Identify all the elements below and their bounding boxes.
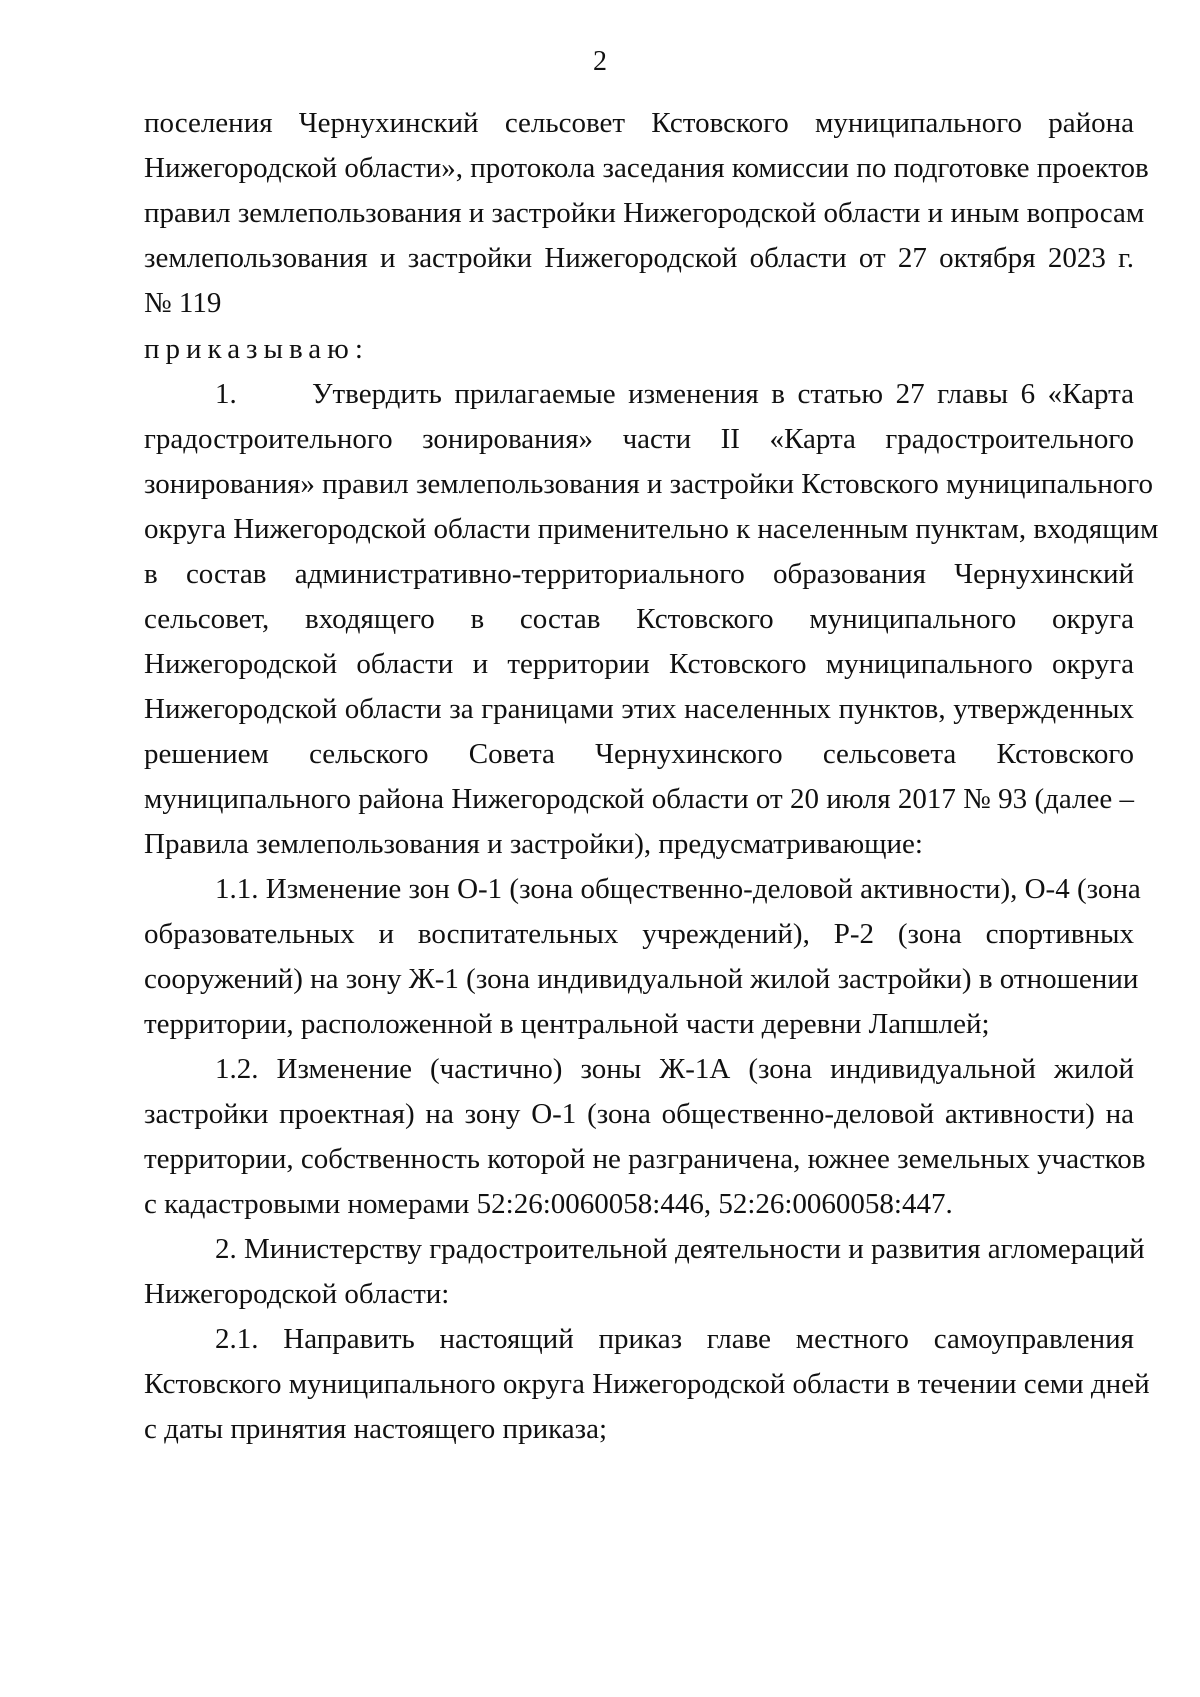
paragraph-1-2-start: 1.2. Изменение (частично) зоны Ж-1А (зона индивидуальной жилой: [215, 1053, 1134, 1085]
text-line: территории, собственность которой не разграничена, южнее земельных участков: [144, 1143, 1146, 1175]
text-line: правил землепользования и застройки Нижегородской области и иным вопросам: [144, 197, 1145, 229]
text-line: № 119: [144, 287, 222, 319]
text-line: в состав административно-территориального образования Чернухинский: [144, 558, 1134, 590]
paragraph-1-start: 1. Утвердить прилагаемые изменения в статью 27 главы 6 «Карта: [215, 378, 1134, 410]
text-line: застройки проектная) на зону О-1 (зона общественно-деловой активности) на: [144, 1098, 1134, 1130]
order-word: приказываю:: [144, 333, 369, 365]
page-number: 2: [593, 46, 607, 77]
text-line: землепользования и застройки Нижегородской области от 27 октября 2023 г.: [144, 242, 1134, 274]
text-line: решением сельского Совета Чернухинского сельсовета Кстовского: [144, 738, 1134, 770]
text-line: с кадастровыми номерами 52:26:0060058:446, 52:26:0060058:447.: [144, 1188, 953, 1220]
paragraph-1-1-start: 1.1. Изменение зон О-1 (зона общественно-деловой активности), О-4 (зона: [215, 873, 1141, 905]
text-line: муниципального района Нижегородской области от 20 июля 2017 № 93 (далее –: [144, 783, 1134, 815]
text-line: сооружений) на зону Ж-1 (зона индивидуальной жилой застройки) в отношении: [144, 963, 1139, 995]
text-line: градостроительного зонирования» части II «Карта градостроительного: [144, 423, 1134, 455]
text-line: образовательных и воспитательных учреждений), Р-2 (зона спортивных: [144, 918, 1134, 950]
text-line: поселения Чернухинский сельсовет Кстовского муниципального района: [144, 107, 1134, 139]
paragraph-2-1-start: 2.1. Направить настоящий приказ главе местного самоуправления: [215, 1323, 1134, 1355]
text-line: округа Нижегородской области применительно к населенным пунктам, входящим: [144, 513, 1159, 545]
text-line: зонирования» правил землепользования и застройки Кстовского муниципального: [144, 468, 1153, 500]
text-line: Нижегородской области», протокола заседания комиссии по подготовке проектов: [144, 152, 1149, 184]
text-line: Кстовского муниципального округа Нижегородской области в течении семи дней: [144, 1368, 1150, 1400]
text-line: Нижегородской области:: [144, 1278, 450, 1310]
text-line: Нижегородской области за границами этих населенных пунктов, утвержденных: [144, 693, 1134, 725]
paragraph-2-start: 2. Министерству градостроительной деятельности и развития агломераций: [215, 1233, 1145, 1265]
text-line: с даты принятия настоящего приказа;: [144, 1413, 607, 1445]
text-line: территории, расположенной в центральной части деревни Лапшлей;: [144, 1008, 990, 1040]
text-line: Нижегородской области и территории Кстовского муниципального округа: [144, 648, 1134, 680]
text-line: Правила землепользования и застройки), предусматривающие:: [144, 828, 923, 860]
text-line: сельсовет, входящего в состав Кстовского муниципального округа: [144, 603, 1134, 635]
